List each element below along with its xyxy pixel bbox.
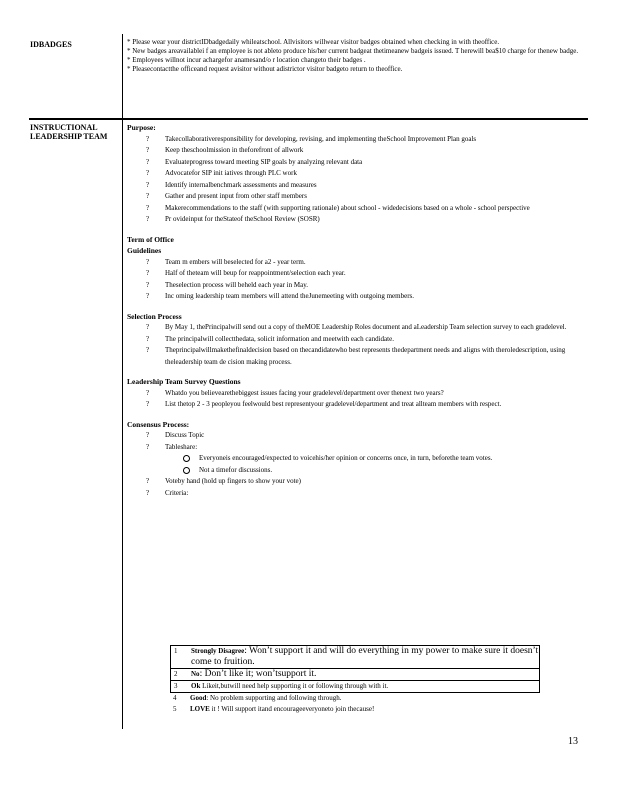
idbadges-line: * Employees willnot incur achargefor anamesand/o r location changeto their badges . [127, 56, 366, 64]
criteria-table [170, 645, 540, 715]
purpose-item: ? Advocatefor SIP init iatives through PLC work [146, 169, 297, 177]
purpose-item: ? Gather and present input from other staff members [146, 192, 307, 200]
ilt-label: INSTRUCTIONAL LEADERSHIP TEAM [30, 123, 108, 141]
purpose-item: ? Pr ovideinput for theStateof theSchool Review (SOSR) [146, 215, 320, 223]
consensus-heading: Consensus Process: [127, 419, 190, 429]
purpose-item: ? Identify internalbenchmark assessments and measures [146, 180, 317, 189]
selection-item: ? Theprincipalwillmakethefinaldecision based on thecandidatewho best represents thedepartment needs and aligns with theroledescription, using theleadership team de cision making process. [146, 346, 566, 366]
guidelines-heading: Guidelines [127, 246, 162, 255]
criteria-row: 5 LOVE it ! Will support itand encourageeveryoneto join thecause! [173, 705, 375, 713]
selection-heading: Selection Process [127, 311, 182, 321]
consensus-item: ? Criteria: [146, 488, 189, 497]
purpose-item: ? Takecollaborativeresponsibility for developing, revising, and implementing theSchool Improvement Plan goals [146, 134, 477, 143]
idbadges-line: * Please wear your districtIDbadgedaily whileatschool. Allvisitors willwear visitor badges obtained when checking in with theoffice. [127, 38, 500, 46]
page-number: 13 [568, 736, 578, 747]
purpose-item: ? Makerecommendations to the staff (with supporting rationale) about school - widedecisions based on a whole - school perspective [146, 203, 530, 212]
consensus-subitem: Not a timefor discussions. [127, 465, 587, 477]
consensus-item: ? Tableshare: [146, 442, 198, 451]
consensus-subitem: Everyoneis encouraged/expected to voicehis/her opinion or concerns once, in turn, beforethe team votes. [127, 453, 587, 465]
survey-item: ? Whatdo you believearethebiggest issues facing your gradelevel/department over thenext two years? [146, 388, 444, 397]
guideline-item: ? Theselection process will beheld each year in May. [146, 280, 308, 289]
idbadges-line: * Pleasecontactthe officeand request avisitor without adistrictor visitor badgeto return to theoffice. [127, 65, 403, 73]
criteria-row: 4 Good: No problem supporting and following through. [173, 694, 342, 702]
survey-item: ? List thetop 2 - 3 peopleyou feelwould best representyour gradelevel/department and treat allteam members with respect. [146, 400, 502, 408]
purpose-item: ? Evaluateprogress toward meeting SIP goals by analyzing relevant data [146, 157, 363, 166]
consensus-item: ? Discuss Topic [146, 431, 205, 439]
guideline-item: ? Team m embers will beselected for a2 - year term. [146, 257, 306, 266]
guideline-item: ? Half of theteam will beup for reappointment/selection each year. [146, 269, 346, 277]
idbadges-label: IDBADGES [30, 40, 72, 49]
purpose-item: ? Keep theschoolmission in theforefront of allwork [146, 146, 304, 154]
ilt-section [127, 122, 587, 499]
criteria-row: 2 No: Don’t like it; won’tsupport it. [170, 668, 540, 681]
criteria-row: 3 Ok Likeit,butwill need help supporting it or following through with it. [170, 681, 540, 693]
survey-heading: Leadership Team Survey Questions [127, 377, 241, 386]
guideline-item: ? Inc oming leadership team members will attend theJunemeeting with outgoing members. [146, 292, 415, 300]
consensus-item: ? Voteby hand (hold up fingers to show your vote) [146, 477, 301, 485]
selection-item: ? The principalwill collectthedata, solicit information and meetwith each candidate. [146, 334, 394, 343]
criteria-row: 1 Strongly Disagree: Won’t support it and will do everything in my power to make sure it doesn’t come to fruition. [170, 645, 540, 668]
purpose-heading: Purpose: [127, 123, 156, 132]
circle-bullet-icon [183, 467, 190, 474]
section-divider [29, 118, 588, 120]
circle-bullet-icon [183, 455, 190, 462]
term-heading: Term of Office [127, 234, 174, 244]
idbadges-line: * New badges areavailablei f an employee is not ableto produce his/her current badgeat thetimeanew badgeis issued. T herewill bea$10 charge for thenew badge. [127, 47, 579, 55]
idbadges-section [127, 38, 587, 74]
selection-item: ? By May 1, thePrincipalwill send out a copy of theMOE Leadership Roles document and aLeadership Team selection survey to each gradelevel. [146, 323, 567, 331]
column-divider [122, 34, 123, 729]
